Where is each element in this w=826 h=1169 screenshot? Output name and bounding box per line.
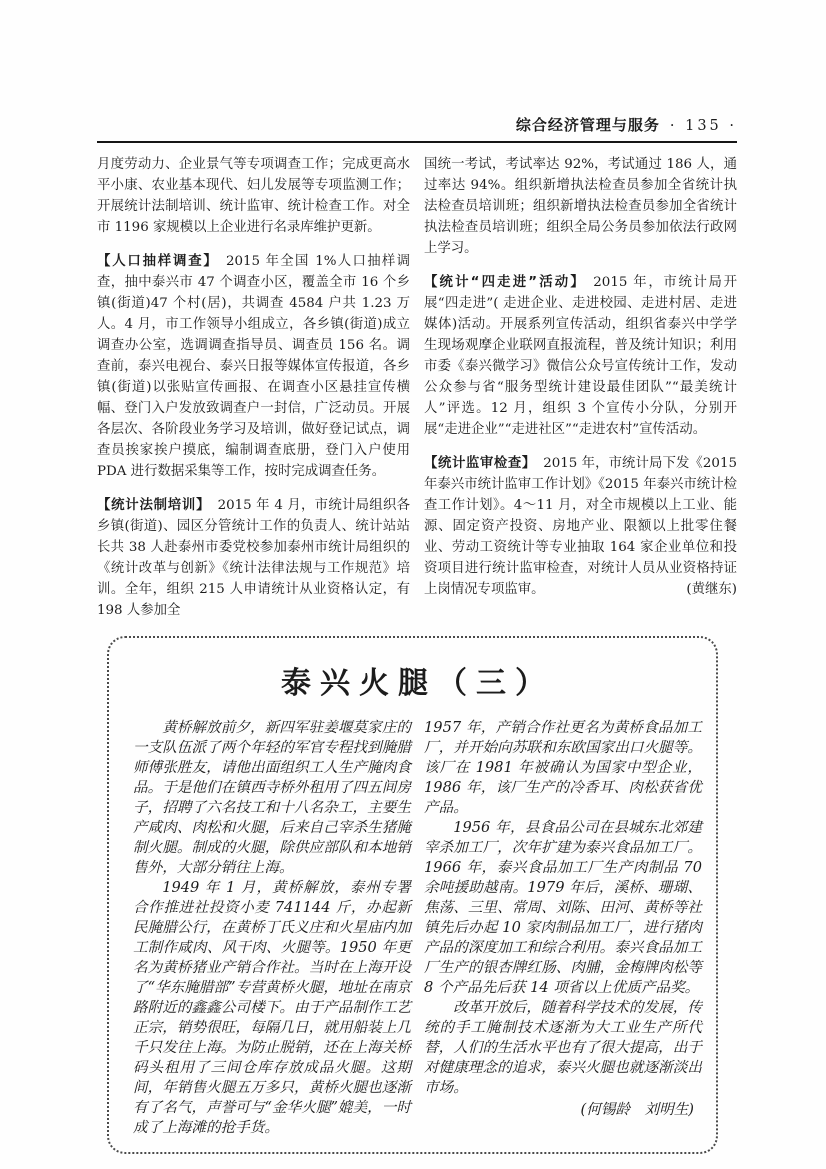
feature-paragraph: 改革开放后，随着科学技术的发展，传统的手工腌制技术逐渐为大工业生产所代替，人们的生活水平也有了很大提高，出于对健康理念的追求，泰兴火腿也就逐渐淡出市场。 [424,999,702,1096]
feature-paragraph: 1956 年，县食品公司在县城东北郊建宰杀加工厂，次年扩建为泰兴食品加工厂。1966 年，泰兴食品加工厂生产肉制品 70 余吨援助越南。1979 年后，溪桥、珊瑚、焦荡、三里、常周、刘陈、田河、黄桥等社镇先后办起 10 家肉制品加工厂，进行猪肉产品的深度加工和综合利用。泰兴食品加工厂生产的银杏牌红肠、肉脯，金梅牌肉松等 8 个产品先后获 14 项省以上优质产品奖。 [424,819,702,996]
continued-paragraph: 月度劳动力、企业景气等专项调查工作；完成更高水平小康、农业基本现代、妇儿发展等专项监测工作；开展统计法制培训、统计监审、统计检查工作。对全市 1196 家规模以上企业进行名录库维护更新。 [97,157,410,235]
entry-body: 2015 年全国 1%人口抽样调查，抽中泰兴市 47 个调查小区，覆盖全市 16 个乡镇(街道)47 个村(居)，共调查 4584 户共 1.23 万人。4 月，市工作领导小组成立，各乡镇(街道)成立调查办公室，选调调查指导员、调查员 156 名。调查前，泰兴电视台、泰兴日报等媒体宣传报道，各乡镇(街道)以张贴宣传画报、在调查小区悬挂宣传横幅、登门入户发放致调查户一封信，广泛动员。开展各层次、各阶段业务学习及培训，做好登记试点，调查员挨家挨户摸底，编制调查底册，登门入户使用 PDA 进行数据采集等工作，按时完成调查任务。 [97,254,410,479]
feature-paragraph: 黄桥解放前夕，新四军驻姜堰莫家庄的一支队伍派了两个年轻的军官专程找到腌腊师傅张胜友，请他出面组织工人生产腌肉食品。于是他们在镇西寺桥外租用了四五间房子，招聘了六名技工和十八名杂工，主要生产咸肉、肉松和火腿，后来自己宰杀生猪腌制火腿。制成的火腿，除供应部队和本地销售外，大部分销往上海。 [133,719,411,876]
entry-body: 2015 年，市统计局开展“四走进”( 走进企业、走进校园、走进村居、走进媒体)活动。开展系列宣传活动，组织省泰兴中学学生现场观摩企业联网直报流程，普及统计知识；利用市委《泰兴微学习》微信公众号宣传统计工作，发动公众参与省“服务型统计建设最佳团队”“最美统计人”评选。12 月，组织 3 个宣传小分队，分别开展“走进企业”“走进社区”“走进农村”宣传活动。 [424,275,737,437]
entry-title: 【统计法制培训】 [97,498,211,513]
feature-box-taixing-ham [107,636,718,1154]
entry-population-sample-survey [97,251,410,482]
left-column [97,154,410,621]
header-rule [97,141,737,143]
entry-statistics-audit-inspection [424,453,737,600]
feature-paragraph-continued: 1957 年，产销合作社更名为黄桥食品加工厂，并开始向苏联和东欧国家出口火腿等。该厂在 1981 年被确认为国家中型企业，1986 年，该厂生产的冷香耳、肉松获省优产品。 [424,719,702,816]
entry-body: 2015 年 4 月，市统计局组织各乡镇(街道)、园区分管统计工作的负责人、统计站站长共 38 人赴泰州市委党校参加泰州市统计局组织的《统计改革与创新》《统计法律法规与工作规范》培训。全年，组织 215 人申请统计从业资格认定，有 198 人参加全 [97,498,410,618]
continued-paragraph: 国统一考试，考试率达 92%，考试通过 186 人，通过率达 94%。组织新增执法检查员参加全省统计执法检查员培训班；组织新增执法检查员参加全省统计执法检查员培训班；组织全局公务员参加依法行政网上学习。 [424,157,737,256]
section-title: 综合经济管理与服务 [515,116,660,134]
feature-box-title: 泰兴火腿（三） [281,666,554,701]
entry-four-visits-activity [424,272,737,440]
entry-body: 2015 年，市统计局下发《2015 年泰兴市统计监审工作计划》《2015 年泰兴市统计检查工作计划》。4～11 月，对全市规模以上工业、能源、固定资产投资、房地产业、限额以上批零住餐业、劳动工资统计等专业抽取 164 家企业单位和投资项目进行统计监审检查，对统计人员从业资格持证上岗情况专项监审。 [424,456,737,597]
page-number: · 135 · [669,118,737,134]
body-columns [97,154,737,621]
feature-paragraph: 1949 年 1 月，黄桥解放，泰州专署合作推进社投资小麦 741144 斤，办起新民腌腊公行，在黄桥丁氏义庄和火星庙内加工制作咸肉、风干肉、火腿等。1950 年更名为黄桥猪业产销合作社。当时在上海开设了“华东腌腊部”专营黄桥火腿，地址在南京路附近的鑫鑫公司楼下。由于产品制作工艺正宗，销势很旺，每隔几日，就用船装上几千只发往上海。为防止脱销，还在上海关桥码头租用了三间仓库存放成品火腿。这期间，年销售火腿五万多只，黄桥火腿也逐渐有了名气，声誉可与“金华火腿”媲美，一时成了上海滩的抢手货。 [133,879,411,1136]
entry-statistics-law-training [97,495,410,621]
feature-box-left-column [133,718,411,1138]
feature-box-right-column [424,718,702,1138]
entry-title: 【统计监审检查】 [424,456,536,471]
page-content [97,114,737,1154]
feature-box-columns [133,718,702,1138]
header-line [97,114,737,135]
entry-title: 【统计“四走进”活动】 [424,275,586,290]
feature-authors-byline: (何锡龄 刘明生) [580,1101,694,1118]
entry-title: 【人口抽样调查】 [97,254,219,269]
entry-author-byline: (黄继东) [686,582,737,597]
page-header [97,114,737,143]
right-column [424,154,737,621]
